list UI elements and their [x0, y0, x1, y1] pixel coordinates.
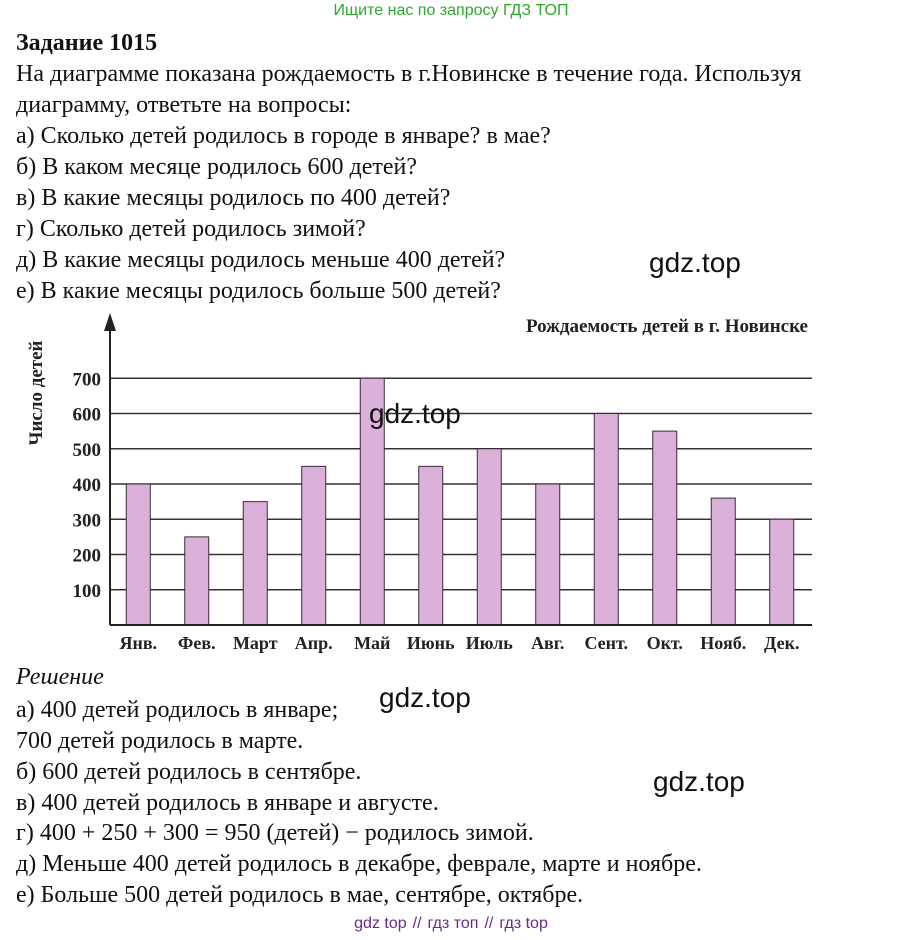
- category-label-3: Март: [232, 633, 278, 653]
- footer-link-1[interactable]: gdz top: [354, 915, 407, 932]
- footer-link-3[interactable]: гдз top: [499, 915, 548, 932]
- y-axis-label: Число детей: [26, 340, 47, 446]
- solution-line-a2: 700 детей родилось в марте.: [16, 728, 304, 754]
- question-e: е) В какие месяцы родилось больше 500 детей?: [16, 278, 501, 304]
- task-intro-line-2: диаграмму, ответьте на вопросы:: [16, 92, 352, 118]
- watermark: gdz.top: [379, 682, 471, 713]
- bar-6: [419, 466, 443, 625]
- solution-line-g: г) 400 + 250 + 300 = 950 (детей) − родилось зимой.: [16, 820, 534, 846]
- solution-line-d: д) Меньше 400 детей родилось в декабре, феврале, марте и ноябре.: [16, 851, 702, 877]
- birth-rate-chart: [0, 305, 902, 665]
- watermark: gdz.top: [369, 398, 461, 429]
- y-tick-labels: [73, 369, 102, 602]
- bar-11: [711, 498, 735, 625]
- y-tick-label-500: 500: [72, 439, 101, 461]
- category-label-4: Апр.: [294, 633, 333, 653]
- y-tick-label-100: 100: [72, 580, 101, 602]
- chart-title: Рождаемость детей в г. Новинске: [525, 316, 808, 337]
- footer-link-2[interactable]: гдз топ: [427, 915, 479, 932]
- footer-separator: //: [412, 915, 422, 932]
- category-label-11: Нояб.: [700, 633, 747, 653]
- task-intro-line-1: На диаграмме показана рождаемость в г.Новинске в течение года. Используя: [16, 61, 802, 87]
- y-tick-label-400: 400: [72, 475, 101, 496]
- category-label-5: Май: [354, 633, 391, 653]
- bar-9: [594, 414, 618, 626]
- bar-1: [126, 484, 150, 625]
- y-tick-label-600: 600: [72, 404, 101, 426]
- solution-title: Решение: [16, 664, 104, 690]
- category-label-6: Июнь: [406, 633, 455, 653]
- bar-2: [185, 537, 209, 625]
- footer-separator: //: [484, 915, 494, 932]
- y-tick-label-700: 700: [72, 369, 101, 391]
- y-tick-label-200: 200: [72, 545, 101, 567]
- bar-3: [243, 502, 267, 625]
- category-label-1: Янв.: [119, 633, 158, 653]
- chart-axes: [104, 313, 812, 625]
- category-label-10: Окт.: [646, 633, 683, 653]
- solution-line-b: б) 600 детей родилось в сентябре.: [16, 759, 362, 785]
- solution-line-a1: а) 400 детей родилось в январе;: [16, 697, 339, 723]
- task-title: Задание 1015: [16, 30, 158, 56]
- chart-gridlines: [110, 378, 812, 590]
- watermark: gdz.top: [653, 766, 745, 797]
- bar-4: [302, 466, 326, 625]
- question-d: д) В какие месяцы родилось меньше 400 детей?: [16, 247, 506, 273]
- question-a: а) Сколько детей родилось в городе в январе? в мае?: [16, 123, 551, 149]
- top-search-hint[interactable]: Ищите нас по запросу ГДЗ ТОП: [333, 2, 569, 19]
- bar-7: [477, 449, 501, 625]
- footer-links: [0, 915, 902, 933]
- solution-line-e: е) Больше 500 детей родилось в мае, сентябре, октябре.: [16, 882, 584, 908]
- category-label-12: Дек.: [764, 633, 800, 653]
- question-b: б) В каком месяце родилось 600 детей?: [16, 154, 417, 180]
- y-tick-label-300: 300: [72, 510, 101, 532]
- category-label-7: Июль: [465, 633, 513, 653]
- x-category-labels: [119, 633, 799, 653]
- watermark: gdz.top: [649, 247, 741, 278]
- category-label-8: Авг.: [531, 633, 565, 653]
- y-axis-arrow: [104, 313, 116, 331]
- bar-10: [653, 431, 677, 625]
- solution-line-v: в) 400 детей родилось в январе и августе.: [16, 790, 439, 816]
- bar-12: [770, 519, 794, 625]
- bar-8: [536, 484, 560, 625]
- question-v: в) В какие месяцы родилось по 400 детей?: [16, 185, 451, 211]
- question-g: г) Сколько детей родилось зимой?: [16, 216, 366, 242]
- category-label-2: Фев.: [177, 633, 216, 653]
- category-label-9: Сент.: [584, 633, 629, 653]
